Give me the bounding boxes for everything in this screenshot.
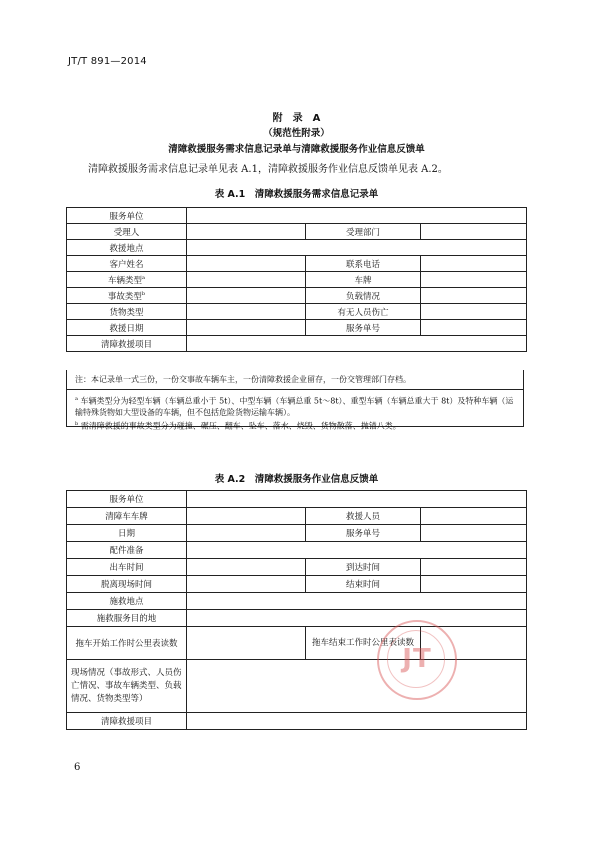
footnote-b: [75, 419, 515, 432]
field-label: [67, 593, 187, 610]
field-label-text: 服务单号: [345, 323, 380, 334]
table-row: [67, 627, 527, 660]
intro-paragraph: 清障救援服务需求信息记录单见表 A.1，清障救援服务作业信息反馈单见表 A.2。: [88, 164, 448, 175]
table-row: [67, 208, 527, 224]
field-value[interactable]: [187, 336, 527, 352]
field-label: [67, 224, 187, 240]
appendix-subtitle: （规范性附录）: [263, 128, 330, 139]
field-value[interactable]: [421, 576, 527, 593]
field-value[interactable]: [421, 525, 527, 542]
field-label: [306, 320, 421, 336]
field-label-text: 联系电话: [345, 259, 380, 270]
standard-code: JT/T 891—2014: [68, 56, 147, 67]
footnote-b-mark: b: [75, 420, 79, 427]
table-row: [67, 593, 527, 610]
field-value[interactable]: [421, 559, 527, 576]
field-label: [306, 576, 421, 593]
field-label-text: 货物类型: [109, 307, 144, 318]
appendix-title: 附 录 A: [272, 113, 321, 124]
field-value[interactable]: [187, 627, 306, 660]
field-value[interactable]: [187, 304, 306, 320]
field-value[interactable]: [187, 525, 306, 542]
table-row: [67, 525, 527, 542]
field-label: [67, 304, 187, 320]
field-label-text: 拖车开始工作时公里表读数: [75, 639, 178, 649]
field-label-text: 现场情况（事故形式、人员伤亡情况、事故车辆类型、负载情况、货物类型等）: [71, 667, 182, 704]
field-label: [67, 336, 187, 352]
field-label-text: 到达时间: [345, 563, 380, 573]
field-value[interactable]: [421, 320, 527, 336]
field-label-text: 清障救援项目: [100, 717, 152, 727]
footnote-a: [75, 394, 515, 418]
field-label-text: 服务单位: [109, 211, 144, 222]
table-row: [67, 224, 527, 240]
field-label: [67, 627, 187, 660]
field-label-text: 车牌: [354, 275, 372, 286]
footnote-ref: a: [142, 274, 145, 281]
field-value[interactable]: [421, 272, 527, 288]
field-label: [67, 272, 187, 288]
field-value[interactable]: [421, 288, 527, 304]
table-row: [67, 660, 527, 713]
field-label: [67, 576, 187, 593]
field-label: [67, 208, 187, 224]
field-label: [67, 610, 187, 627]
field-label-text: 车辆类型: [108, 275, 143, 286]
table-row: [67, 542, 527, 559]
table-row: [67, 272, 527, 288]
field-value[interactable]: [421, 304, 527, 320]
field-label: [306, 508, 421, 525]
field-label-text: 救援地点: [109, 243, 144, 254]
page-number: 6: [74, 762, 81, 773]
field-label-text: 清障车车牌: [105, 512, 148, 522]
table-row: [67, 288, 527, 304]
field-label-text: 有无人员伤亡: [337, 307, 389, 318]
field-label-text: 负载情况: [345, 291, 380, 302]
field-value[interactable]: [187, 320, 306, 336]
field-label-text: 施救地点: [109, 597, 144, 607]
field-label: [67, 240, 187, 256]
field-label-text: 清障救援项目: [100, 339, 152, 350]
field-value[interactable]: [187, 508, 306, 525]
field-label: [306, 256, 421, 272]
field-label: [306, 304, 421, 320]
field-value[interactable]: [187, 240, 527, 256]
table-row: [67, 610, 527, 627]
field-label: [67, 491, 187, 508]
table-a1-caption: 表 A.1 清障救援服务需求信息记录单: [214, 189, 379, 200]
field-label-text: 救援人员: [345, 512, 380, 522]
table-a1-notes: [66, 370, 524, 431]
field-label: [67, 660, 187, 713]
field-label-text: 配件准备: [109, 546, 144, 556]
field-value[interactable]: [187, 559, 306, 576]
field-label-text: 出车时间: [109, 563, 144, 573]
field-value[interactable]: [187, 288, 306, 304]
footnote-ref: b: [141, 290, 146, 297]
field-value[interactable]: [187, 224, 306, 240]
field-label: [67, 542, 187, 559]
field-label-text: 服务单位: [109, 495, 144, 505]
field-value[interactable]: [187, 208, 527, 224]
field-label-text: 救援日期: [109, 323, 144, 334]
table-a2: [66, 490, 527, 730]
field-label-text: 客户姓名: [109, 259, 144, 270]
field-value[interactable]: [421, 256, 527, 272]
field-label: [67, 288, 187, 304]
field-label: [67, 525, 187, 542]
field-label: [306, 288, 421, 304]
field-label-text: 脱离现场时间: [100, 580, 152, 590]
field-label-text: 日期: [117, 529, 135, 539]
field-label: [67, 256, 187, 272]
field-label-text: 拖车结束工作时公里表读数: [311, 637, 414, 648]
field-value[interactable]: [187, 256, 306, 272]
stamp-text: JT: [402, 644, 432, 674]
field-value[interactable]: [187, 491, 527, 508]
field-value[interactable]: [187, 593, 527, 610]
field-label: [67, 559, 187, 576]
field-label: [67, 508, 187, 525]
field-value[interactable]: [187, 660, 527, 713]
table-row: [67, 240, 527, 256]
field-label-text: 受理人: [113, 227, 140, 238]
field-label: [306, 525, 421, 542]
table-row: [67, 491, 527, 508]
field-value[interactable]: [421, 508, 527, 525]
field-label-text: 结束时间: [345, 580, 380, 590]
field-label: [67, 713, 187, 730]
field-label-text: 服务单号: [345, 529, 380, 539]
field-label: [306, 224, 421, 240]
field-label-text: 事故类型: [107, 291, 142, 302]
footnote-a-mark: a: [75, 396, 78, 402]
table-row: [67, 713, 527, 730]
table-a1: [66, 207, 527, 352]
field-label: [306, 559, 421, 576]
footnote-a-text: 车辆类型分为轻型车辆（车辆总重小于 5t）、中型车辆（车辆总重 5t～8t）、重型车辆（车辆总重大于 8t）及特种车辆（运输特殊货物如大型设备的车辆，但不包括危险货物运输车辆）。: [75, 396, 514, 417]
field-value[interactable]: [187, 713, 527, 730]
field-label-text: 受理部门: [345, 227, 380, 238]
jt-stamp: [377, 620, 457, 700]
note-text: 注：本记录单一式三份，一份交事故车辆车主，一份清障救援企业留存，一份交管理部门存档。: [75, 375, 411, 384]
field-value[interactable]: [187, 542, 527, 559]
field-value[interactable]: [187, 610, 527, 627]
table-row: [67, 559, 527, 576]
table-row: [67, 320, 527, 336]
table-row: [67, 304, 527, 320]
table-row: [67, 576, 527, 593]
field-label-text: 施救服务目的地: [96, 614, 157, 624]
appendix-heading: 清障救援服务需求信息记录单与清障救援服务作业信息反馈单: [168, 144, 425, 155]
table-a2-caption: 表 A.2 清障救援服务作业信息反馈单: [214, 474, 379, 485]
field-label: [306, 272, 421, 288]
note-divider: [67, 389, 523, 390]
field-label: [67, 320, 187, 336]
table-row: [67, 508, 527, 525]
field-value[interactable]: [187, 272, 306, 288]
table-row: [67, 256, 527, 272]
table-row: [67, 336, 527, 352]
footnote-b-text: 需清障救援的事故类型分为碰撞、碾压、翻车、坠车、落水、烧毁、货物散落、抛锚八类。: [80, 421, 401, 431]
field-value[interactable]: [421, 224, 527, 240]
field-value[interactable]: [187, 576, 306, 593]
